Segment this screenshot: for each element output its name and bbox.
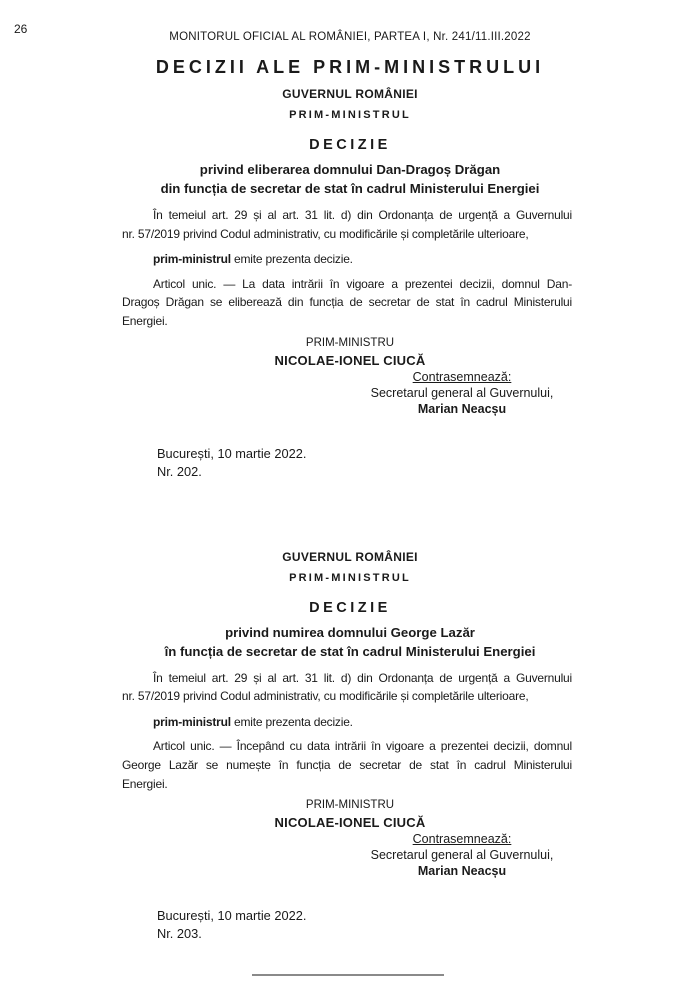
article-line: Articol unic. — La data intrării în vigoare a prezentei decizii, domnul Dan- xyxy=(153,276,572,291)
decision-title: DECIZIE xyxy=(309,137,391,153)
page-number: 26 xyxy=(14,22,28,36)
countersign-block xyxy=(112,369,700,417)
article-paragraph xyxy=(122,275,572,331)
decision-subtitle-line: privind eliberarea domnului Dan-Dragoș Drăgan xyxy=(199,162,501,177)
decision-subtitle-line: din funcția de secretar de stat în cadrul Ministerului Energiei xyxy=(160,181,540,196)
countersign-block xyxy=(112,831,700,879)
decision-number: Nr. 203. xyxy=(157,926,202,942)
enacting-clause-bold: prim-ministrul xyxy=(153,714,231,729)
article-line: Energiei. xyxy=(122,313,168,328)
countersign-name: Marian Neacșu xyxy=(417,401,507,416)
decision-subtitle-line: în funcția de secretar de stat în cadrul Ministerului Energiei xyxy=(164,643,536,659)
government-heading: GUVERNUL ROMÂNIEI xyxy=(282,87,418,101)
decision-subtitle xyxy=(0,160,700,198)
article-line: Articol unic. — Începând cu data intrării în vigoare a prezentei decizii, domnul xyxy=(153,739,572,754)
enacting-clause-rest: emite prezenta decizie. xyxy=(230,714,353,729)
preamble-line: nr. 57/2019 privind Codul administrativ, cu modificările și completările ulterioare, xyxy=(122,689,529,704)
enacting-clause-rest: emite prezenta decizie. xyxy=(230,252,353,267)
date-block xyxy=(157,907,700,943)
article-paragraph xyxy=(122,737,572,793)
government-heading: GUVERNUL ROMÂNIEI xyxy=(282,549,418,564)
issuer-heading: PRIM-MINISTRUL xyxy=(289,571,411,584)
end-divider xyxy=(252,974,444,976)
preamble-line: În temeiul art. 29 și al art. 31 lit. d) din Ordonanța de urgență a Guvernului xyxy=(153,670,572,685)
preamble-paragraph xyxy=(122,206,572,243)
decision-number: Nr. 202. xyxy=(157,463,202,479)
date-block xyxy=(157,445,700,481)
section-rubric: DECIZII ALE PRIM-MINISTRULUI xyxy=(155,57,545,77)
enacting-clause xyxy=(122,250,572,269)
issuer-heading: PRIM-MINISTRUL xyxy=(289,109,411,121)
decision-subtitle xyxy=(0,623,700,661)
countersign-role: Secretarul general al Guvernului, xyxy=(370,385,554,400)
preamble-line: În temeiul art. 29 și al art. 31 lit. d) din Ordonanța de urgență a Guvernului xyxy=(153,208,572,222)
enacting-clause xyxy=(122,713,572,732)
preamble-paragraph xyxy=(122,669,572,706)
enacting-clause-bold: prim-ministrul xyxy=(153,252,231,267)
preamble-line: nr. 57/2019 privind Codul administrativ, cu modificările și completările ulterioare, xyxy=(122,226,529,241)
countersign-role: Secretarul general al Guvernului, xyxy=(370,848,554,863)
signature-name: NICOLAE-IONEL CIUCĂ xyxy=(274,352,426,368)
signature-title: PRIM-MINISTRU xyxy=(305,799,395,812)
article-line: Energiei. xyxy=(122,776,168,791)
countersign-label: Contrasemnează: xyxy=(412,832,512,847)
article-line: Dragoș Drăgan se eliberează din funcția de secretar de stat în cadrul Ministerului xyxy=(122,295,572,310)
article-line: George Lazăr se numește în funcția de secretar de stat în cadrul Ministerului xyxy=(122,757,572,772)
countersign-label: Contrasemnează: xyxy=(412,369,512,384)
countersign-name: Marian Neacșu xyxy=(417,864,507,879)
place-date: București, 10 martie 2022. xyxy=(157,445,307,461)
place-date: București, 10 martie 2022. xyxy=(157,908,307,924)
journal-header: MONITORUL OFICIAL AL ROMÂNIEI, PARTEA I, Nr. 241/11.III.2022 xyxy=(169,31,531,43)
signature-title: PRIM-MINISTRU xyxy=(305,336,395,349)
decision-subtitle-line: privind numirea domnului George Lazăr xyxy=(225,624,475,640)
signature-name: NICOLAE-IONEL CIUCĂ xyxy=(274,815,426,831)
decision-202 xyxy=(0,87,700,481)
decision-203 xyxy=(0,550,700,944)
decision-title: DECIZIE xyxy=(309,599,391,616)
